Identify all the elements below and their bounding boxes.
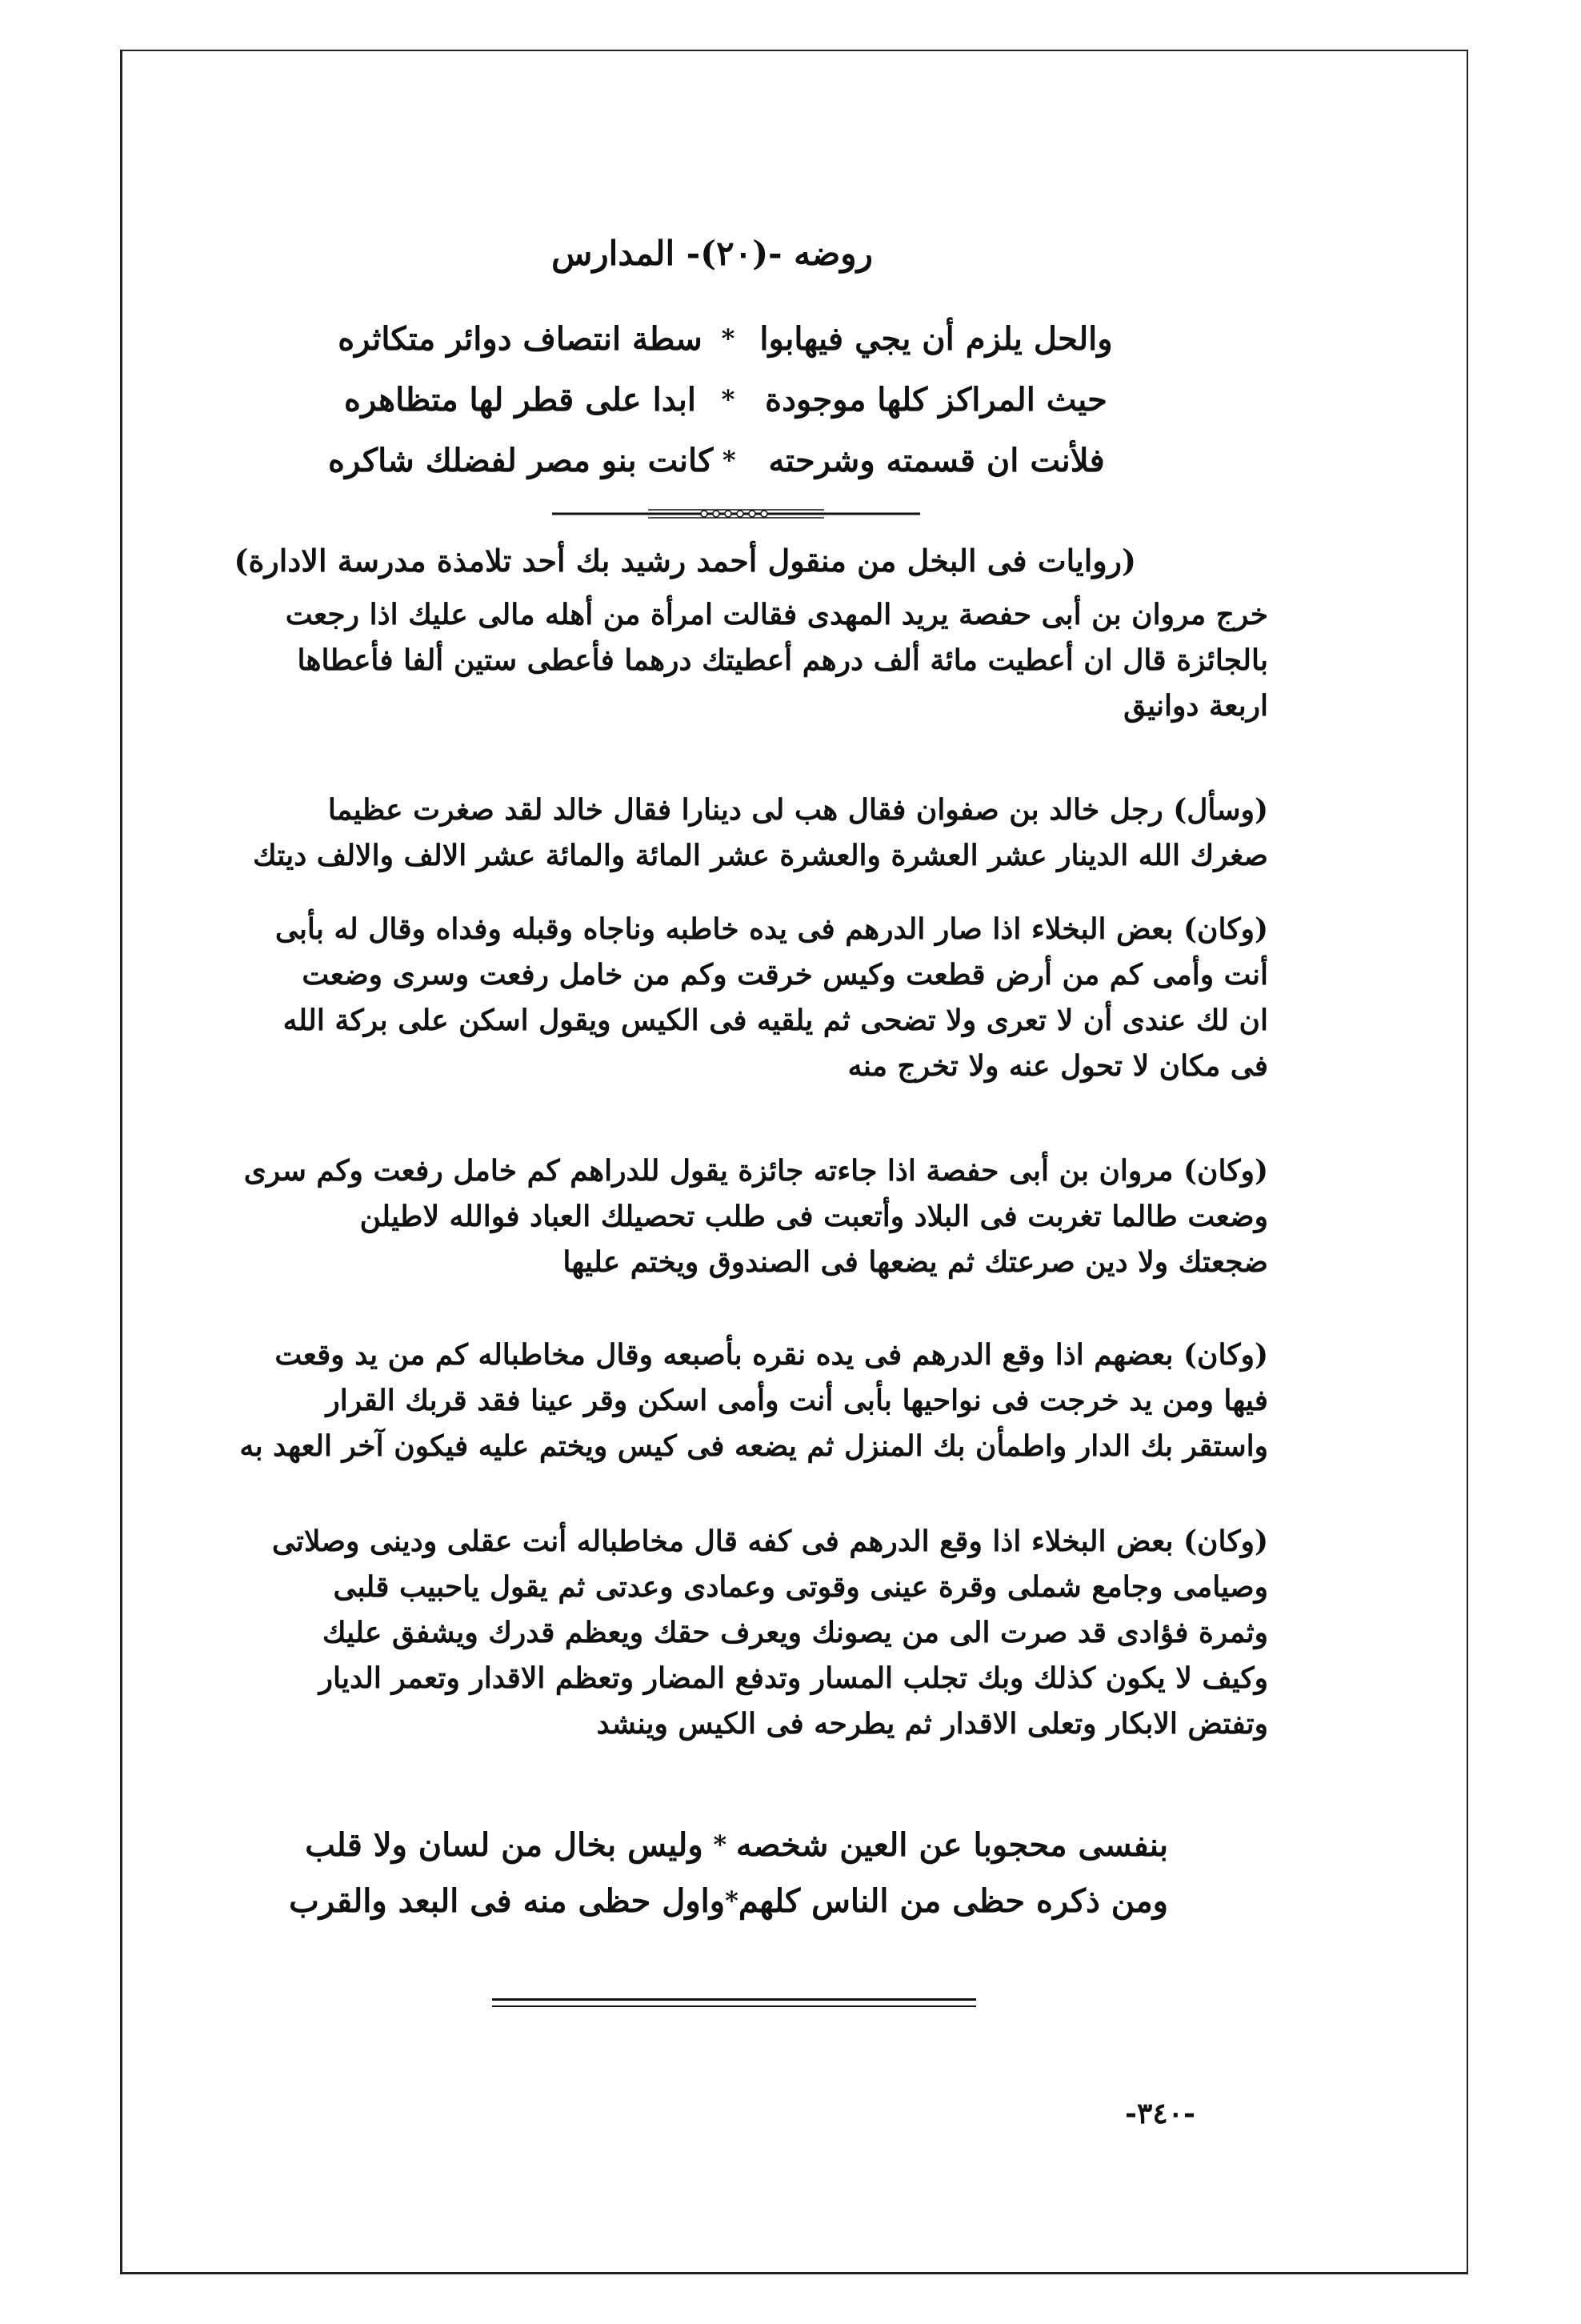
verse-hemistich-right: فلأنت ان قسمته وشرحته xyxy=(768,441,1105,479)
text-line: فيها ومن يد خرجت فى نواحيها بأبى أنت وأمى اسكن وقر عينا فقد قربك القرار xyxy=(326,1384,1268,1417)
verse-hemistich-left: وليس بخال من لسان ولا قلب xyxy=(305,1825,703,1864)
text-line: خرج مروان بن أبى حفصة يريد المهدى فقالت امرأة من أهله مالى عليك اذا رجعت xyxy=(285,598,1268,631)
verse-hemistich-right: ومن ذكره حظى من الناس كلهم xyxy=(738,1881,1168,1920)
section-title: (روايات فى البخل من منقول أحمد رشيد بك أحد تلامذة مدرسة الادارة) xyxy=(234,543,1136,579)
text-line: وتفتض الابكار وتعلى الاقدار ثم يطرحه فى الكيس وينشد xyxy=(596,1707,1268,1741)
text-line: صغرك الله الدينار عشر العشرة والعشرة عشر المائة والمائة عشر الالف والالف ديتك xyxy=(253,839,1268,872)
verse-hemistich-left: واول حظى منه فى البعد والقرب xyxy=(289,1881,726,1920)
verse-hemistich-left: سطة انتصاف دوائر متكاثره xyxy=(338,319,702,358)
text-line: ضجعتك ولا دين صرعتك ثم يضعها فى الصندوق ويختم عليها xyxy=(562,1245,1268,1279)
text-line: وكيف لا يكون كذلك وبك تجلب المسار وتدفع المضار وتعظم الاقدار وتعمر الديار xyxy=(318,1661,1268,1695)
verse-hemistich-left: كانت بنو مصر لفضلك شاكره xyxy=(328,441,714,479)
text-line: بالجائزة قال ان أعطيت مائة ألف درهم أعطيتك درهما فأعطى ستين ألفا فأعطاها xyxy=(297,643,1268,677)
verse-line xyxy=(328,308,1128,369)
page-number: -٣٤٠- xyxy=(1125,2097,1195,2130)
text-line: ان لك عندى أن لا تعرى ولا تضحى ثم يلقيه فى الكيس ويقول اسكن على بركة الله xyxy=(282,1004,1268,1037)
verse-hemistich-right: بنفسى محجوبا عن العين شخصه xyxy=(735,1825,1168,1864)
paragraph-5 xyxy=(228,1332,1268,1469)
verse-line xyxy=(328,369,1128,430)
text-line: (وكان) بعض البخلاء اذا صار الدرهم فى يده خاطبه وناجاه وقبله وفداه وقال له بأبى xyxy=(274,912,1268,946)
paragraph-3 xyxy=(228,907,1268,1089)
text-line: (وكان) بعض البخلاء اذا وقع الدرهم فى كفه قال مخاطباله أنت عقلى ودينى وصلاتى xyxy=(271,1525,1268,1558)
bottom-rule xyxy=(492,1998,976,2001)
poem-top xyxy=(328,308,1128,491)
text-line: وضعت طالما تغربت فى البلاد وأتعبت فى طلب تحصيلك العباد فوالله لاطيلن xyxy=(359,1200,1268,1233)
text-line: (وسأل) رجل خالد بن صفوان فقال هب لى دينارا فقال خالد لقد صغرت عظيما xyxy=(327,793,1268,827)
verse-line xyxy=(304,1817,1168,1873)
text-line: (وكان) بعضهم اذا وقع الدرهم فى يده نقره بأصبعه وقال مخاطباله كم من يد وقعت xyxy=(274,1338,1268,1372)
paragraph-2 xyxy=(228,787,1268,879)
text-line: وثمرة فؤادى قد صرت الى من يصونك ويعرف حقك ويعظم قدرك ويشفق عليك xyxy=(322,1616,1268,1649)
paragraph-6 xyxy=(228,1519,1268,1747)
verse-separator-star: * xyxy=(713,1829,727,1860)
verse-line xyxy=(328,430,1128,491)
verse-hemistich-left: ابدا على قطر لها متظاهره xyxy=(344,380,696,419)
text-line: اربعة دوانيق xyxy=(1123,689,1268,723)
verse-separator-star: * xyxy=(722,445,736,475)
text-line: فى مكان لا تحول عنه ولا تخرج منه xyxy=(847,1049,1268,1083)
running-header: روضه -(٢٠)- المدارس xyxy=(551,234,873,273)
ornamental-divider xyxy=(552,506,920,522)
text-line: وصيامى وجامع شملى وقرة عينى وقوتى وعمادى وعدتى ثم يقول ياحبيب قلبى xyxy=(333,1570,1268,1604)
text-line: (وكان) مروان بن أبى حفصة اذا جاءته جائزة يقول للدراهم كم خامل رفعت وكم سرى xyxy=(243,1154,1268,1188)
poem-bottom xyxy=(289,1817,1168,1929)
bottom-rule-secondary xyxy=(492,2005,976,2007)
text-line: أنت وأمى كم من أرض قطعت وكيس خرقت وكم من خامل رفعت وسرى وضعت xyxy=(302,958,1268,992)
paragraph-1 xyxy=(228,592,1268,729)
verse-separator-star: * xyxy=(725,1885,738,1916)
verse-line xyxy=(289,1873,1168,1929)
verse-separator-star: * xyxy=(721,384,735,415)
paragraph-4 xyxy=(228,1148,1268,1285)
verse-hemistich-right: والحل يلزم أن يجي فيهابوا xyxy=(759,319,1113,358)
verse-separator-star: * xyxy=(721,323,735,354)
text-line: واستقر بك الدار واطمأن بك المنزل ثم يضعه فى كيس ويختم عليه فيكون آخر العهد به xyxy=(239,1429,1268,1463)
verse-hemistich-right: حيث المراكز كلها موجودة xyxy=(765,380,1107,419)
